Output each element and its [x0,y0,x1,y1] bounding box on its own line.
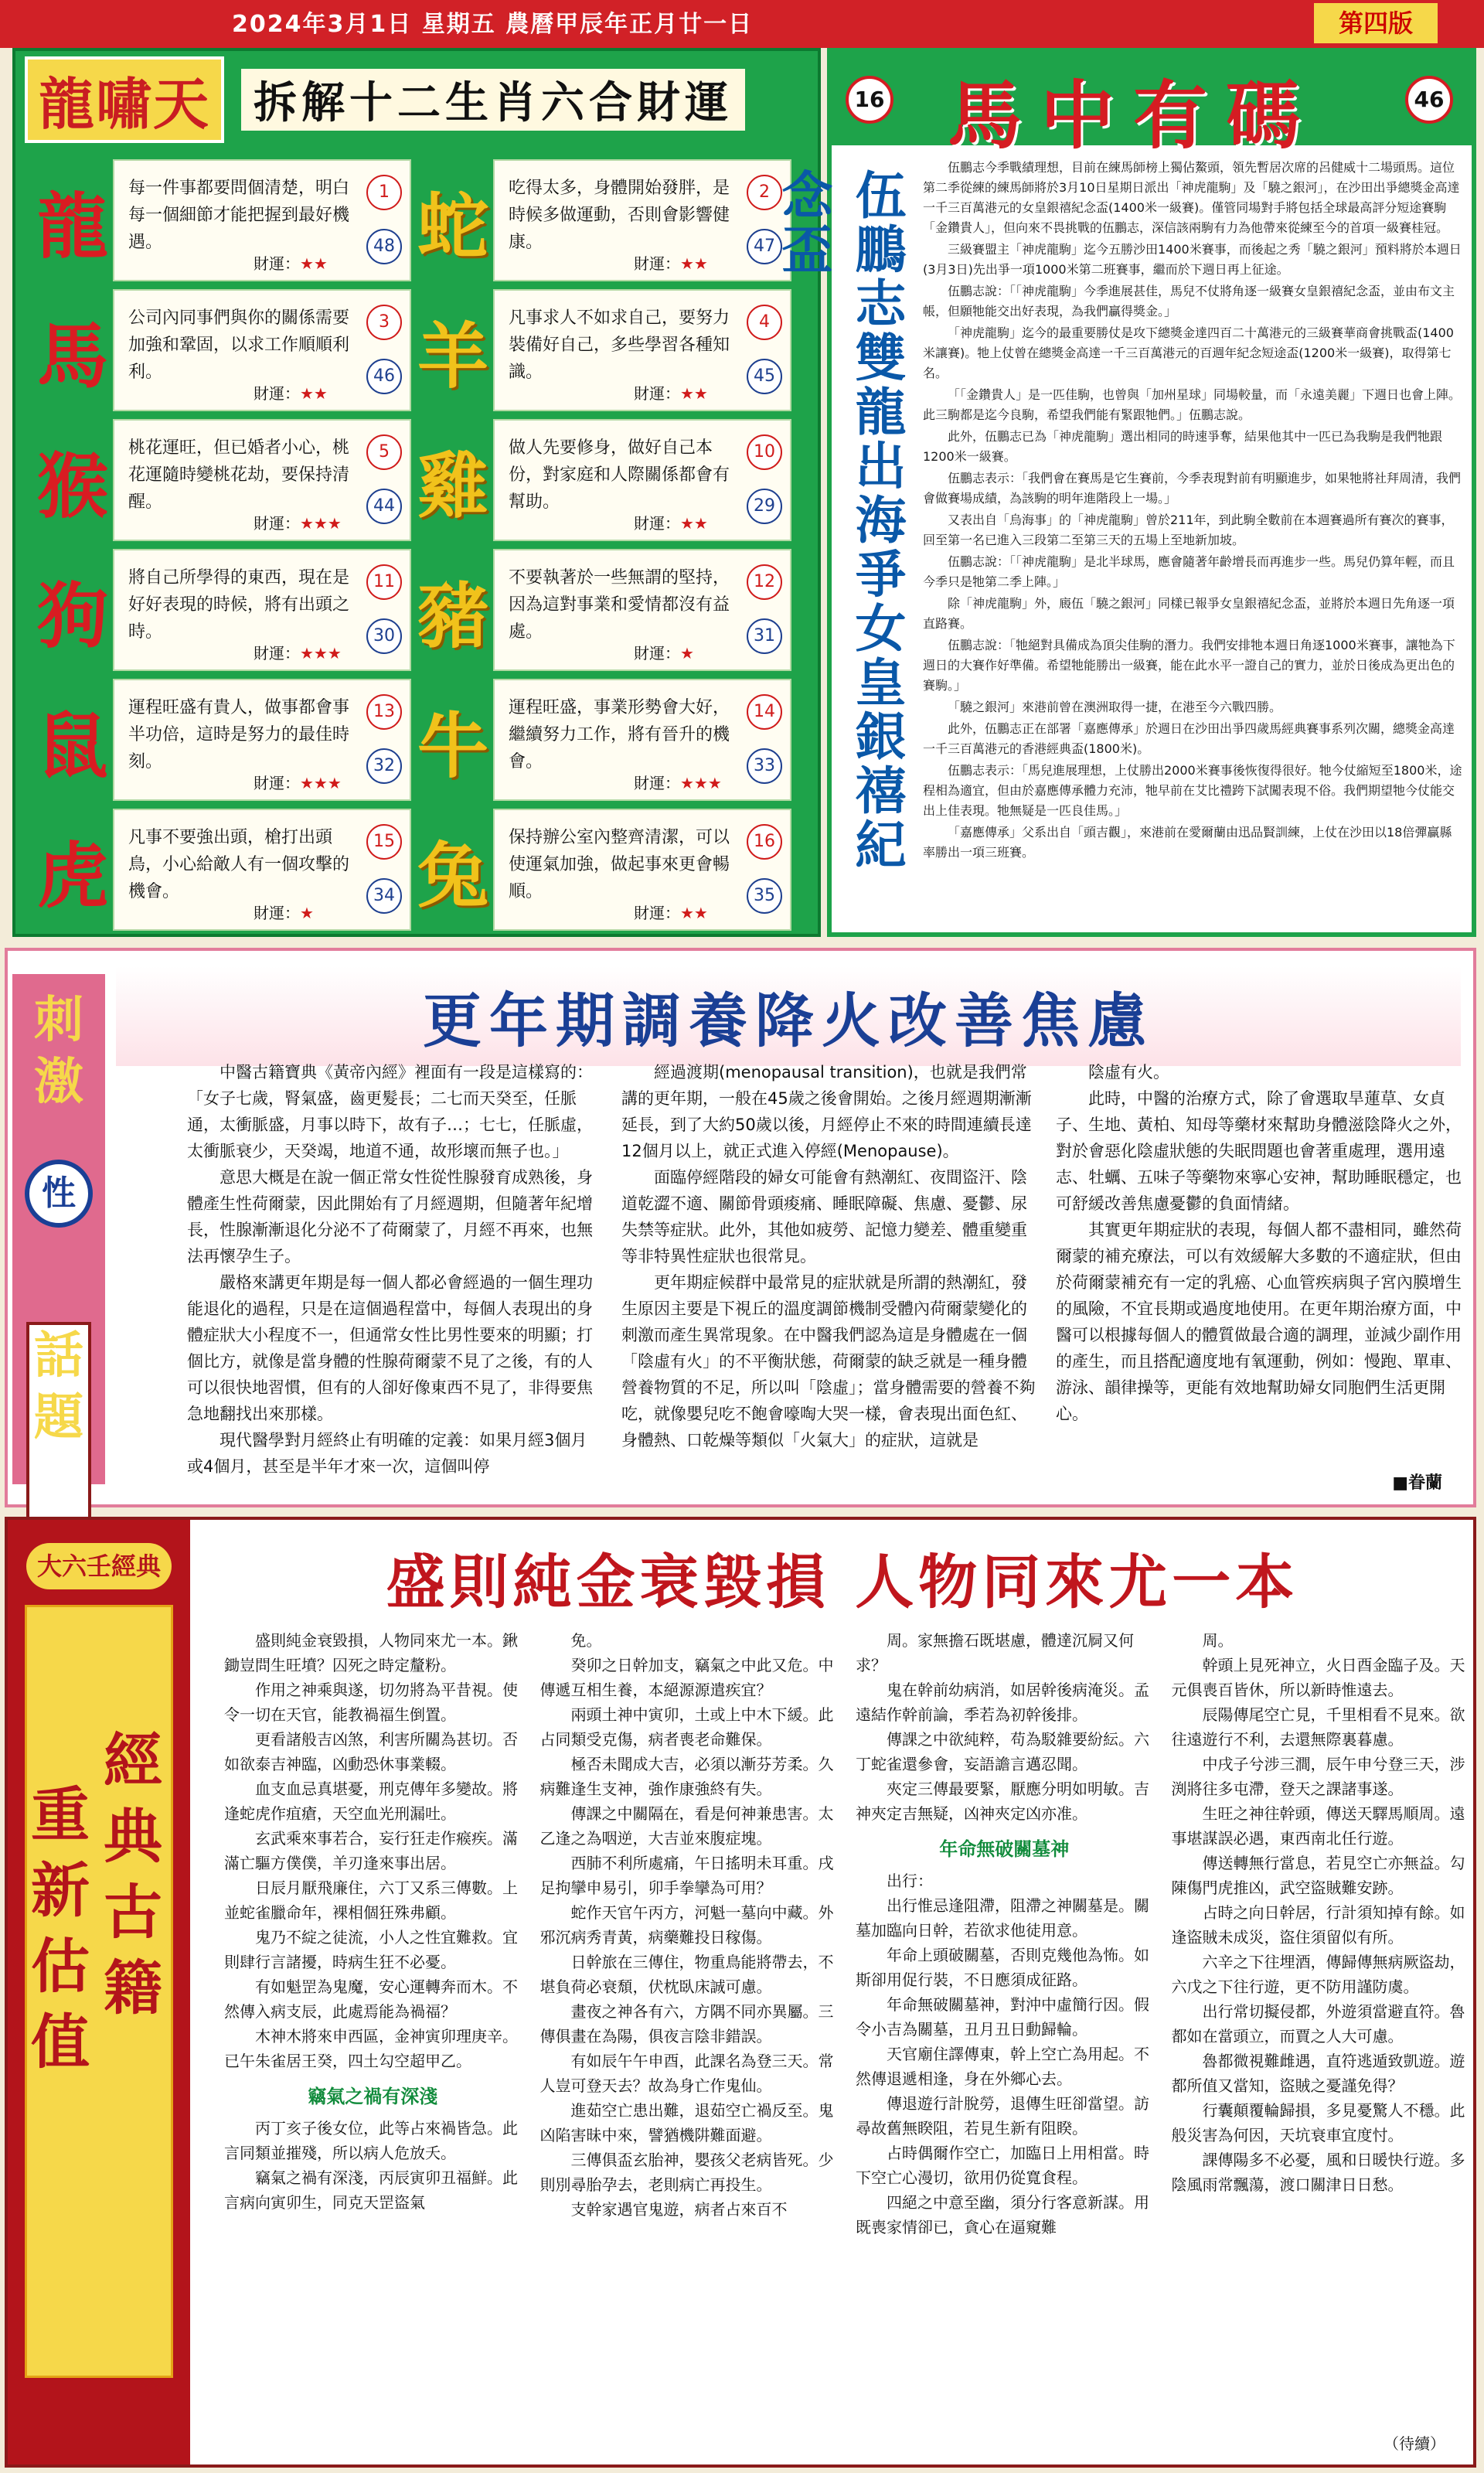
article-paragraph: 面臨停經階段的婦女可能會有熱潮紅、夜間盜汗、陰道乾澀不適、關節骨頭痠痛、睡眠障礙、焦慮、憂鬱、尿失禁等症狀。此外，其他如疲勞、記憶力變差、體重變重等非特異性症狀也很常見。 [621,1168,1027,1265]
article-author: ■眷蘭 [1392,1473,1442,1493]
article-paragraph: 此時，中醫的治療方式，除了會選取旱蓮草、女貞子、生地、黃柏、知母等藥材來幫助身體滋陰降火之外，對於會惡化陰虛狀態的失眠問題也會著重處理，選用遠志、牡蠣、五味子等藥物來寧心安神，幫助睡眠穩定，也可舒緩改善焦慮憂鬱的負面情緒。 [1056,1089,1462,1213]
article-paragraph: 傳課之中關隔在，看是何神兼患害。太乙逢之為咽逆，大吉並來腹症塊。 [539,1804,834,1848]
article-paragraph: 傳退遊行計脫勞，退傳生旺卻當望。訪尋故舊無睽阻，若見生新有阻睽。 [856,2094,1149,2137]
article-paragraph: 伍鵬志今季戰績理想，目前在練馬師榜上獨佔鰲頭，領先暫居次席的呂健威十二場頭馬。這位第二季從練的練馬師將於3月10日星期日派出「神虎龍駒」及「驍之銀河」，在沙田出爭總獎金高達一千三百萬港元的女皇銀禧紀念盃(1400米一級賽)。僅管同場對手將包括全球最高評分短途賽駒「金鑽貴人」，但向來不畏挑戰的伍鵬志，深信該兩駒有力為他帶來從練至今的首項一級賽桂冠。 [923,160,1460,235]
article-paragraph: 玄武乘來事若合，妄行狂走作瘊疾。滿滿亡驅方僕僕，羊刃逢來事出居。 [224,1829,518,1872]
article-paragraph: 「「金鑽貴人」是一匹佳駒，也曾與「加州星球」同場較量，而「永遠美麗」下週日也會上陣。此三駒都是迄今良駒，希望我們能有緊跟牠們。」伍鵬志說。 [923,387,1462,422]
fortune-stars: ★★★ [300,774,342,792]
fortune-text: 吃得太多，身體開始發胖，是時候多做運動，否則會影響健康。 [509,179,730,252]
lucky-number-secondary: 29 [747,489,782,524]
lucky-number-secondary: 30 [366,618,402,654]
fortune-text: 保持辦公室內整齊清潔，可以使運氣加強，做起事來更會暢順。 [509,828,730,901]
zodiac-sign: 馬 [36,315,108,398]
article-column [856,1628,1153,2455]
issue-date: 2024年3月1日 星期五 農曆甲辰年正月廿一日 [232,11,754,38]
article-paragraph: 進茹空亡患出難，退茹空亡禍反至。鬼凶陷害昧中來，譬猶機阱難面避。 [539,2101,834,2144]
classic-scroll [25,1605,173,2378]
article-paragraph: 伍鵬志表示：「我們會在賽馬是它生賽前，今季表現對前有明顯進步，如果牠將社拜周清，我們會做賽場成績，為該駒的明年進階段上一場。」 [923,471,1462,506]
zodiac-fortune-card [493,679,791,801]
article-column [540,1628,838,2455]
zodiac-sign: 羊 [417,315,488,398]
fortune-rating [254,901,314,923]
article-paragraph: 鬼在幹前幼病消，如居幹後病淹災。孟遠結作幹前論，季若為初幹後排。 [856,1681,1149,1724]
column-badge-bottom: 話題 [26,1322,91,2273]
article-paragraph: 又表出自「烏海事」的「神虎龍駒」曾於211年，到此駒全數前在本週賽過所有賽次的賽事，回至第一名已進入三段第二至第三天的五場上至地新加坡。 [923,513,1454,547]
article-paragraph: 中醫古籍寶典《黃帝內經》裡面有一段是這樣寫的：「女子七歲，腎氣盛，齒更髮長；二七而天癸至，任脈通，太衝脈盛，月事以時下，故有子…；七七，任脈虛，太衝脈衰少，天癸竭，地道不通，故形壞而無子也。」 [187,1063,593,1160]
fortune-rating [634,771,722,793]
article-paragraph: 三傳俱盃玄胎神，嬰孩父老病皆死。少則別尋胎孕去，老則病亡再投生。 [539,2151,834,2194]
article-paragraph: 其實更年期症狀的表現，每個人都不盡相同，雖然荷爾蒙的補充療法，可以有效緩解大多數的不適症狀，但由於荷爾蒙補充有一定的乳癌、心血管疾病與子宮內膜增生的風險，不宜長期或過度地使用。在更年期治療方面，中醫可以根據每個人的體質做最合適的調理，並減少副作用的產生，而且搭配適度地有氧運動，例如：慢跑、單車、游泳、韻律操等，更能有效地幫助婦女同胞們生活更開心。 [1056,1221,1462,1423]
lucky-number-primary: 3 [366,305,402,340]
zodiac-section-title [25,57,745,142]
article-paragraph: 鬼乃不綻之徒流，小人之性宜難救。宜則肆行言諸擾，時病生狂不必憂。 [224,1928,518,1971]
column-badge-top: 刺激 [34,991,83,1111]
zodiac-fortune-card [493,809,791,931]
article-paragraph: 西肺不利所處痛，午日搖明未耳重。戌足拘攣申易引，卯手拳攣為可用？ [539,1854,834,1897]
article-paragraph: 蛇作天官午丙方，河魁一墓向中藏。外邪沉病秀青黃，病藥難投日稼傷。 [539,1903,834,1947]
article-paragraph: 陰虛有火。 [1088,1063,1169,1082]
fortune-rating [254,251,328,274]
zodiac-fortune-card [493,159,791,281]
article-paragraph: 木神木將來申西區，金神寅卯理庚辛。已午朱雀居王癸，四土勾空超甲乙。 [224,2027,518,2070]
page-header [0,0,1484,48]
lucky-number-secondary: 32 [366,748,402,784]
article-paragraph: 伍鵬志說：「牠絕對具備成為頂尖佳駒的潛力。我們安排牠本週日角逐1000米賽事，讓牠為下週日的大賽作好準備。希望牠能勝出一級賽，能在此水平一證自己的實力，並於日後成為更出色的賽駒。」 [923,638,1455,693]
lucky-number-primary: 5 [366,434,402,470]
article-paragraph: 天官廟住譯傳東，幹上空亡為用起。不然傳退遞相逢，身在外鄉心去。 [856,2045,1149,2088]
classic-text-section [5,1517,1476,2468]
article-paragraph: 中戌子兮涉三澗，辰午申兮登三天，涉渕將往多屯滯，登天之課諸事遂。 [1171,1755,1465,1798]
health-article-section [5,948,1476,1507]
zodiac-fortune-card [113,419,411,541]
fortune-stars: ★★ [680,254,708,273]
article-paragraph: 免。 [570,1631,602,1650]
article-paragraph: 周。家無擔石既堪慮，體達沉屙又何求？ [856,1631,1134,1674]
health-article-title: 更年期調養降火改善焦慮 [116,966,1461,1066]
fortune-stars: ★★ [680,904,708,922]
article-paragraph: 出行： [887,1872,933,1890]
lucky-number-primary: 16 [747,824,782,860]
fortune-rating [254,511,342,533]
column-badge [12,974,105,1484]
scroll-text-a: 經典古籍 [104,1726,162,2022]
fortune-label: 財運： [254,514,300,533]
lucky-number-primary: 1 [366,175,402,210]
article-paragraph: 幹頭上見死神立，火日酉金臨子及。天元俱喪百皆休，所以新時惟遠去。 [1171,1656,1465,1699]
article-paragraph: 嚴格來講更年期是每一個人都必會經過的一個生理功能退化的過程，只是在這個過程當中，每個人表現出的身體症狀大小程度不一，但通常女性比男性要來的明顯；打個比方，就像是當身體的性腺荷爾蒙不見了之後，有的人可以很快地習慣，但有的人卻好像東西不見了，非得要焦急地翻找出來那樣。 [187,1273,593,1423]
article-paragraph: 除「神虎龍駒」外，廄伍「驍之銀河」同樣已報爭女皇銀禧紀念盃，並將於本週日先角逐一項直路賽。 [923,596,1455,631]
article-paragraph: 癸卯之日幹加支，竊氣之中此又危。中傳遞互相生養，本絕源源遣疾宜？ [539,1656,834,1699]
fortune-text: 桃花運旺，但已婚者小心，桃花運隨時變桃花劫，要保持清醒。 [128,438,350,512]
article-subheading: 年命無破關墓神 [939,1838,1070,1860]
zodiac-fortune-card [493,549,791,671]
article-column [1056,1059,1470,1492]
article-paragraph: 出行惟忌逢阻滯，阻滯之神關墓是。關墓加臨向日幹，若欲求他徒用意。 [856,1896,1149,1940]
fortune-stars: ★ [680,644,694,663]
article-subheading: 竊氣之禍有深淺 [308,2086,438,2107]
article-paragraph: 兩頭土神中寅卯，土或上中木下緩。此占同類受克傷，病者喪老命難保。 [539,1705,834,1749]
fortune-stars: ★★ [300,384,328,403]
zodiac-sign: 虎 [36,834,108,918]
article-paragraph: 支幹家遇官鬼遊，病者占來百不 [570,2200,788,2219]
article-paragraph: 盛則純金衰毀損，人物同來尤一本。鍬鋤豈問生旺墳？囚死之時定釐粉。 [224,1631,518,1674]
article-paragraph: 傳送轉無行當息，若見空亡亦無益。勾陳傷門虎推凶，武空盜賊難安跡。 [1171,1854,1465,1897]
article-paragraph: 有如魁罡為鬼魔，安心運轉奔而木。不然傳入病支辰，此處焉能為禍福？ [224,1977,518,2021]
fortune-stars: ★★★ [680,774,722,792]
fortune-label: 財運： [634,514,680,533]
zodiac-subtitle: 拆解十二生肖六合財運 [241,69,745,131]
article-paragraph: 傳課之中欲純粹，苟為駁雜要紛紜。六丁蛇雀還參會，妄語譫言邁忍聞。 [856,1730,1149,1773]
fortune-text: 公司內同事們與你的關係需要加強和鞏固，以求工作順順利利。 [128,308,350,382]
fortune-label: 財運： [254,384,300,403]
zodiac-sign: 蛇 [417,185,488,268]
classic-column-tag: 大六壬經典 [26,1543,172,1589]
fortune-label: 財運： [254,644,300,663]
article-paragraph: 畫夜之神各有六，方隅不同亦異屬。三傳俱畫在為陽，俱夜言陰非錯誤。 [539,2002,834,2046]
fortune-rating [634,381,708,404]
fortune-stars: ★★ [680,514,708,533]
lucky-number-secondary: 33 [747,748,782,784]
article-paragraph: 行囊顛覆輪歸損，多見憂驚人不穩。此般災害為何因，天坑衰車宜度忖。 [1171,2101,1465,2144]
lucky-number-primary: 13 [366,694,402,730]
zodiac-sign: 狗 [36,574,108,658]
fortune-stars: ★★ [300,254,328,273]
article-paragraph: 日辰月厭飛廉住，六丁又系三傳數。上並蛇雀臘命年，裸相個狂殊弗顧。 [224,1879,518,1922]
lucky-number-primary: 15 [366,824,402,860]
lucky-number-secondary: 45 [747,359,782,394]
fortune-text: 做人先要修身，做好自己本份，對家庭和人際關係都會有幫助。 [509,438,730,512]
article-paragraph: 年命無破關墓神，對沖中虛簡行因。假令小吉為關墓，丑月丑日動歸輪。 [856,1995,1149,2039]
fortune-text: 運程旺盛有貴人，做事都會事半功倍，這時是努力的最佳時刻。 [128,698,350,772]
article-paragraph: 極否未聞成大吉，必須以漸芬芳柔。久病難逢生支神，強作康強終有失。 [539,1755,834,1798]
columnist-brand: 龍嘯天 [25,56,224,143]
fortune-text: 凡事求人不如求自己，要努力裝備好自己，多些學習各種知識。 [509,308,730,382]
fortune-rating [254,771,342,793]
lucky-number-secondary: 35 [747,878,782,914]
fortune-label: 財運： [634,384,680,403]
article-paragraph: 丙丁亥子後女位，此等占來禍皆急。此言同類並摧殘，所以病人危放夭。 [224,2119,518,2162]
horse-article-body [923,158,1464,923]
article-paragraph: 生旺之神往幹頭，傳送天驛馬順周。遠事堪謀誤必遇，東西南北任行遊。 [1171,1804,1465,1848]
lucky-number-primary: 2 [747,175,782,210]
fortune-stars: ★★★ [300,644,342,663]
fortune-rating [254,381,328,404]
fortune-label: 財運： [634,904,680,922]
fortune-rating [634,641,694,663]
zodiac-sign: 牛 [417,704,488,788]
article-paragraph: 周。 [1202,1631,1234,1650]
article-paragraph: 出行常切擬侵都，外遊須當避直符。魯都如在當頭立，而賈之人大可慮。 [1171,2002,1465,2046]
lucky-number-primary: 12 [747,564,782,600]
to-be-continued: （待續） [1384,2434,1445,2453]
article-paragraph: 更看諸般吉凶煞，利害所關為甚切。否如欲泰吉神臨，凶動恐休事業輟。 [224,1730,518,1773]
fortune-label: 財運： [254,774,300,792]
horse-article-headline: 伍鵬志雙龍出海爭女皇銀禧紀念盃 [773,169,907,872]
zodiac-sign: 兔 [417,834,488,918]
article-paragraph: 更年期症候群中最常見的症狀就是所謂的熱潮紅，發生原因主要是下視丘的溫度調節機制受體內荷爾蒙變化的刺激而產生異常現象。在中醫我們認為這是身體處在一個「陰虛有火」的不平衡狀態，荷爾蒙的缺乏就是一種身體營養物質的不足，所以叫「陰虛」；當身體需要的營養不夠吃，就像嬰兒吃不飽會嚎啕大哭一樣，會表現出面色紅、身體熱、口乾燥等類似「火氣大」的症狀，這就是 [621,1273,1036,1449]
fortune-label: 財運： [254,254,300,273]
fortune-text: 凡事不要強出頭，槍打出頭鳥，小心給敵人有一個攻擊的機會。 [128,828,350,901]
article-paragraph: 伍鵬志說：「「神虎龍駒」今季進展甚佳，馬兒不仗將角逐一級賽女皇銀禧紀念盃，並由布文主帳，但願牠能交出好表現，為我們贏得獎金。」 [923,284,1455,318]
lucky-number-secondary: 46 [366,359,402,394]
lucky-number-ball-right: 46 [1405,76,1453,124]
zodiac-sign: 豬 [417,574,488,658]
column-badge-emblem: 性 [25,1160,93,1228]
article-paragraph: 日幹旅在三傳住，物重鳥能將帶去，不堪負荷必衰頹，伏枕臥床誠可慮。 [539,1953,834,1996]
article-paragraph: 辰陽傳尾空亡見，千里相看不見來。欲往遠遊行不利，去還無際裏暮慮。 [1171,1705,1465,1749]
horse-section-title: 馬中有碼 [948,72,1319,159]
article-paragraph: 現代醫學對月經終止有明確的定義：如果月經3個月或4個月，甚至是半年才來一次，這個叫停 [187,1431,587,1476]
lucky-number-secondary: 47 [747,229,782,264]
article-column [621,1059,1036,1492]
zodiac-fortune-card [113,159,411,281]
fortune-text: 不要執著於一些無謂的堅持，因為這對事業和愛情都沒有益處。 [509,568,730,642]
article-column [1172,1628,1469,2455]
article-paragraph: 「驍之銀河」來港前曾在澳洲取得一捷，在港至今六戰四勝。 [948,700,1282,714]
article-paragraph: 占時偶爾作空亡，加臨日上用相當。時下空亡心漫切，欲用仍從寬食程。 [856,2144,1149,2187]
fortune-text: 將自己所學得的東西，現在是好好表現的時候，將有出頭之時。 [128,568,350,642]
zodiac-sign: 鼠 [36,704,108,788]
article-column [224,1628,522,2455]
lucky-number-primary: 4 [747,305,782,340]
fortune-rating [634,901,708,923]
fortune-label: 財運： [634,774,680,792]
zodiac-fortune-card [113,549,411,671]
article-paragraph: 竊氣之禍有深淺，丙辰寅卯丑福鮮。此言病向寅卯生，同克天罡盜氣 [224,2168,518,2212]
fortune-rating [634,251,708,274]
fortune-rating [254,641,342,663]
scroll-text-b: 重新估值 [31,1780,90,2076]
page-number: 第四版 [1314,3,1438,43]
article-paragraph: 四絕之中意至幽，須分行客意新謀。用既喪家情卻已，貪心在逼窺難 [856,2193,1149,2236]
zodiac-fortune-section [12,48,821,937]
article-paragraph: 經過渡期(menopausal transition)，也就是我們常講的更年期，一般在45歲之後會開始。之後月經週期漸漸延長，到了大約50歲以後，月經停止不來的時間連續長達12個月以上，就正式進入停經(Menopause)。 [621,1063,1032,1160]
horse-racing-section [773,48,1476,937]
horse-banner [832,53,1472,159]
classic-column-banner [8,1520,190,2464]
zodiac-sign: 龍 [36,185,108,268]
article-paragraph: 六辛之下往埋酒，傳歸傳無病厥盜劫，六戊之下往行遊，更不防用謹防虞。 [1171,1953,1465,1996]
fortune-text: 運程旺盛，事業形勢會大好，繼續努力工作，將有晉升的機會。 [509,698,730,772]
article-paragraph: 作用之神乘與遂，切勿將為平昔視。使令一切在天官，能教禍福生倒置。 [224,1681,518,1724]
article-paragraph: 年命上頭破關墓，否則克幾他為怖。如斯卻用促行裝，不日應須成征路。 [856,1946,1149,1989]
classic-article-body [224,1628,1469,2455]
article-paragraph: 此外，伍鵬志已為「神虎龍駒」選出相同的時速爭奪，結果他其中一匹已為我駒是我們牠跟1200米一級賽。 [923,429,1443,464]
zodiac-left-column [36,156,110,935]
lucky-number-secondary: 34 [366,878,402,914]
fortune-stars: ★ [300,904,314,922]
article-paragraph: 三級賽盟主「神虎龍駒」迄今五勝沙田1400米賽事，而後起之秀「驍之銀河」預料將於本週日(3月3日)先出爭一項1000米第二班賽事，繼而於下週日再上征途。 [923,242,1462,277]
zodiac-sign: 猴 [36,445,108,528]
fortune-stars: ★★ [680,384,708,403]
fortune-stars: ★★★ [300,514,342,533]
lucky-number-primary: 14 [747,694,782,730]
classic-article-title: 盛則純金衰毀損 人物同來尤一本 [386,1548,1299,1616]
article-paragraph: 伍鵬志表示：「馬兒進展理想，上仗勝出2000米賽事後恢復得很好。牠今仗縮短至1800米，途程相為適宜，但由於嘉應傳承體力充沛，牠早前在艾比禮跨下試闖表現不俗。我們期望牠今仗能交出上佳表現。牠無疑是一匹良佳馬。」 [923,763,1462,818]
zodiac-fortune-card [113,679,411,801]
lucky-number-primary: 11 [366,564,402,600]
health-article-body [187,1059,1470,1492]
article-paragraph: 意思大概是在說一個正常女性從性腺發育成熟後，身體產生性荷爾蒙，因此開始有了月經週期，但隨著年紀增長，性腺漸漸退化分泌不了荷爾蒙了，月經不再來，也無法再懷孕生子。 [187,1168,593,1265]
lucky-number-ball-left: 16 [846,76,893,124]
article-paragraph: 伍鵬志說：「「神虎龍駒」是北半球馬，應會隨著年齡增長而再進步一些。馬兒仍算年輕，而且今季只是牠第二季上陣。」 [923,554,1455,589]
zodiac-fortune-card [113,289,411,411]
fortune-label: 財運： [634,254,680,273]
zodiac-fortune-card [493,289,791,411]
lucky-number-primary: 10 [747,434,782,470]
zodiac-right-column [416,156,490,935]
article-paragraph: 有如辰午午申酉，此課名為登三天。常人豈可登天去？故為身亡作鬼仙。 [539,2052,834,2095]
lucky-number-secondary: 31 [747,618,782,654]
zodiac-fortune-card [493,419,791,541]
article-column [187,1059,601,1492]
article-paragraph: 「嘉應傳承」父系出自「頭吉觀」，來港前在愛爾蘭由迅品賢訓練，上仗在沙田以18倍彈贏縣率勝出一項三班賽。 [923,825,1452,860]
article-paragraph: 「神虎龍駒」迄今的最重要勝仗是攻下總獎金達四百二十萬港元的三級賽華商會挑戰盃(1400米讓賽)。牠上仗曾在總獎金高達一千三百萬港元的百週年紀念短途盃(1200米一級賽)，取得第七名。 [923,325,1454,380]
fortune-text: 每一件事都要問個清楚，明白每一個細節才能把握到最好機遇。 [128,179,350,252]
article-paragraph: 此外，伍鵬志正在部署「嘉應傳承」於週日在沙田出爭四歲馬經典賽事系列次關，總獎金高達一千三百萬港元的香港經典盃(1800米)。 [923,721,1455,756]
fortune-rating [634,511,708,533]
zodiac-fortune-card [113,809,411,931]
fortune-label: 財運： [634,644,680,663]
article-paragraph: 占時之向日幹居，行計須知掉有餘。如逢盜賊未成災，盜住須留似有所。 [1171,1903,1465,1947]
article-paragraph: 血支血忌真堪憂，刑克傳年多變故。將逢蛇虎作疽瘡，天空血光刑漏吐。 [224,1780,518,1823]
article-paragraph: 魯都微視難雌遇，直符逃遁致凱遊。遊都所值又當知，盜賊之憂謹免得？ [1171,2052,1465,2095]
zodiac-sign: 雞 [417,445,488,528]
fortune-label: 財運： [254,904,300,922]
lucky-number-secondary: 48 [366,229,402,264]
article-paragraph: 課傳陽多不必憂，風和日暖快行遊。多陰風雨常飄蕩，渡口關津日日愁。 [1171,2151,1465,2194]
article-paragraph: 夾定三傳最要緊，厭應分明如明敏。吉神夾定吉無疑，凶神夾定凶亦准。 [856,1780,1149,1823]
lucky-number-secondary: 44 [366,489,402,524]
